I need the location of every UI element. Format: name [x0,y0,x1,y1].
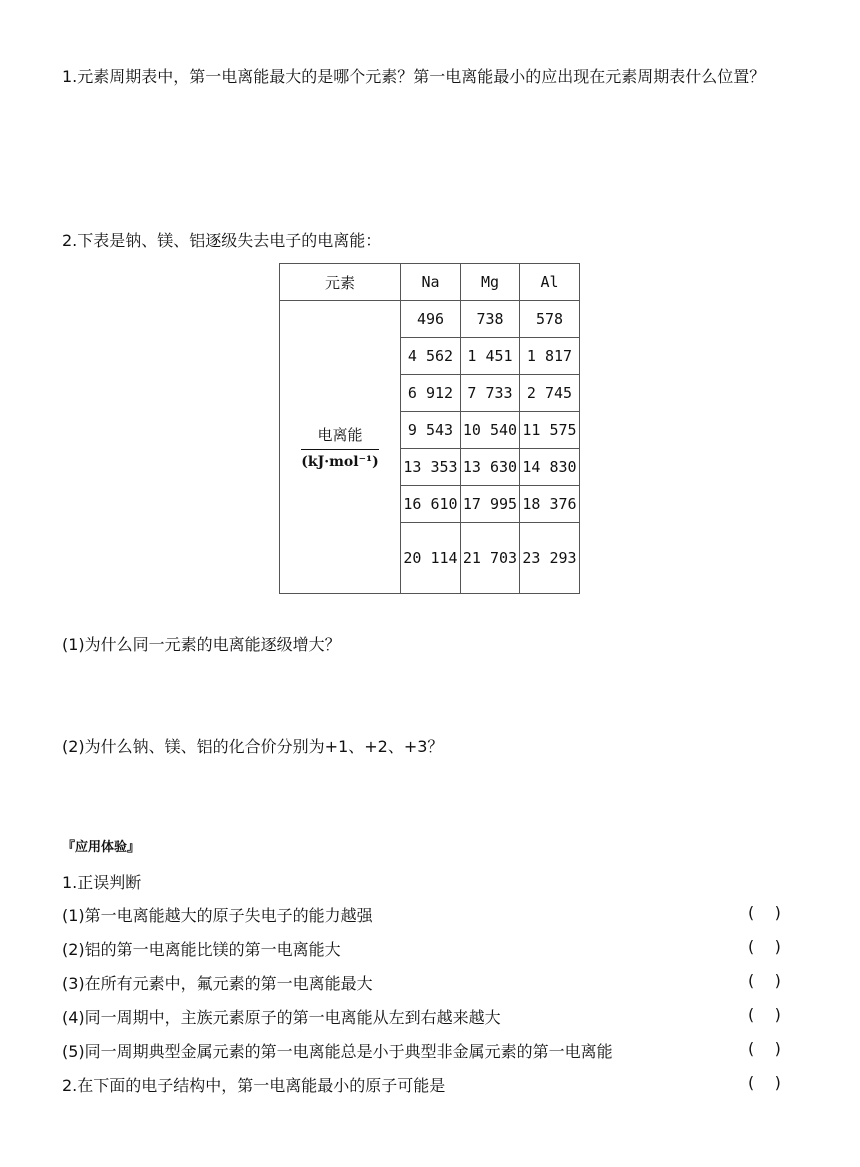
cell-mg-3: 7 733 [461,375,520,412]
cell-mg-2: 1 451 [461,338,520,375]
answer-blank[interactable]: ( ) [748,971,781,990]
judge-item-text: (4)同一周期中，主族元素原子的第一电离能从左到右越来越大 [62,1008,501,1027]
sub-question-2: (2)为什么钠、镁、铝的化合价分别为+1、+2、+3？ [62,737,444,756]
cell-na-5: 13 353 [401,449,461,486]
cell-al-4: 11 575 [520,412,580,449]
cell-na-1: 496 [401,301,461,338]
header-mg: Mg [461,264,520,301]
section-title: 『应用体验』 [62,840,141,855]
table-row [280,301,580,338]
judge-item [62,937,802,959]
answer-blank[interactable]: ( ) [748,1039,781,1058]
answer-blank[interactable]: ( ) [748,903,781,922]
judge-item [62,903,802,925]
cell-na-6: 16 610 [401,486,461,523]
judge-item [62,971,802,993]
cell-mg-5: 13 630 [461,449,520,486]
cell-mg-1: 738 [461,301,520,338]
judge-item-text: (1)第一电离能越大的原子失电子的能力越强 [62,906,373,925]
header-al: Al [520,264,580,301]
cell-al-1: 578 [520,301,580,338]
judge-item [62,1005,802,1027]
cell-na-4: 9 543 [401,412,461,449]
cell-al-2: 1 817 [520,338,580,375]
cell-mg-4: 10 540 [461,412,520,449]
cell-al-6: 18 376 [520,486,580,523]
cell-al-5: 14 830 [520,449,580,486]
question-2-choice [62,1073,802,1095]
judge-item-text: (5)同一周期典型金属元素的第一电离能总是小于典型非金属元素的第一电离能 [62,1042,613,1061]
question-2: 2.下表是钠、镁、铝逐级失去电子的电离能： [62,231,382,250]
header-na: Na [401,264,461,301]
judge-item-text: (2)铝的第一电离能比镁的第一电离能大 [62,940,341,959]
answer-blank[interactable]: ( ) [748,1073,781,1092]
cell-al-7: 23 293 [520,523,580,594]
cell-na-3: 6 912 [401,375,461,412]
judge-item [62,1039,802,1061]
question-1: 1.元素周期表中，第一电离能最大的是哪个元素？第一电离能最小的应出现在元素周期表什么位置？ [62,67,766,86]
cell-al-3: 2 745 [520,375,580,412]
sub-question-1: (1)为什么同一元素的电离能逐级增大？ [62,635,341,654]
label-unit: (kJ·mol⁻¹) [301,454,379,470]
answer-blank[interactable]: ( ) [748,937,781,956]
judge-item-text: (3)在所有元素中，氟元素的第一电离能最大 [62,974,373,993]
answer-blank[interactable]: ( ) [748,1005,781,1024]
cell-na-2: 4 562 [401,338,461,375]
cell-mg-7: 21 703 [461,523,520,594]
question-2-choice-text: 2.在下面的电子结构中，第一电离能最小的原子可能是 [62,1076,446,1095]
header-element: 元素 [280,264,401,301]
cell-mg-6: 17 995 [461,486,520,523]
judge-title: 1.正误判断 [62,873,142,892]
cell-na-7: 20 114 [401,523,461,594]
table-header-row [280,264,580,301]
ionization-energy-table [279,263,580,594]
label-text: 电离能 [301,424,378,450]
ionization-energy-label [280,301,401,594]
